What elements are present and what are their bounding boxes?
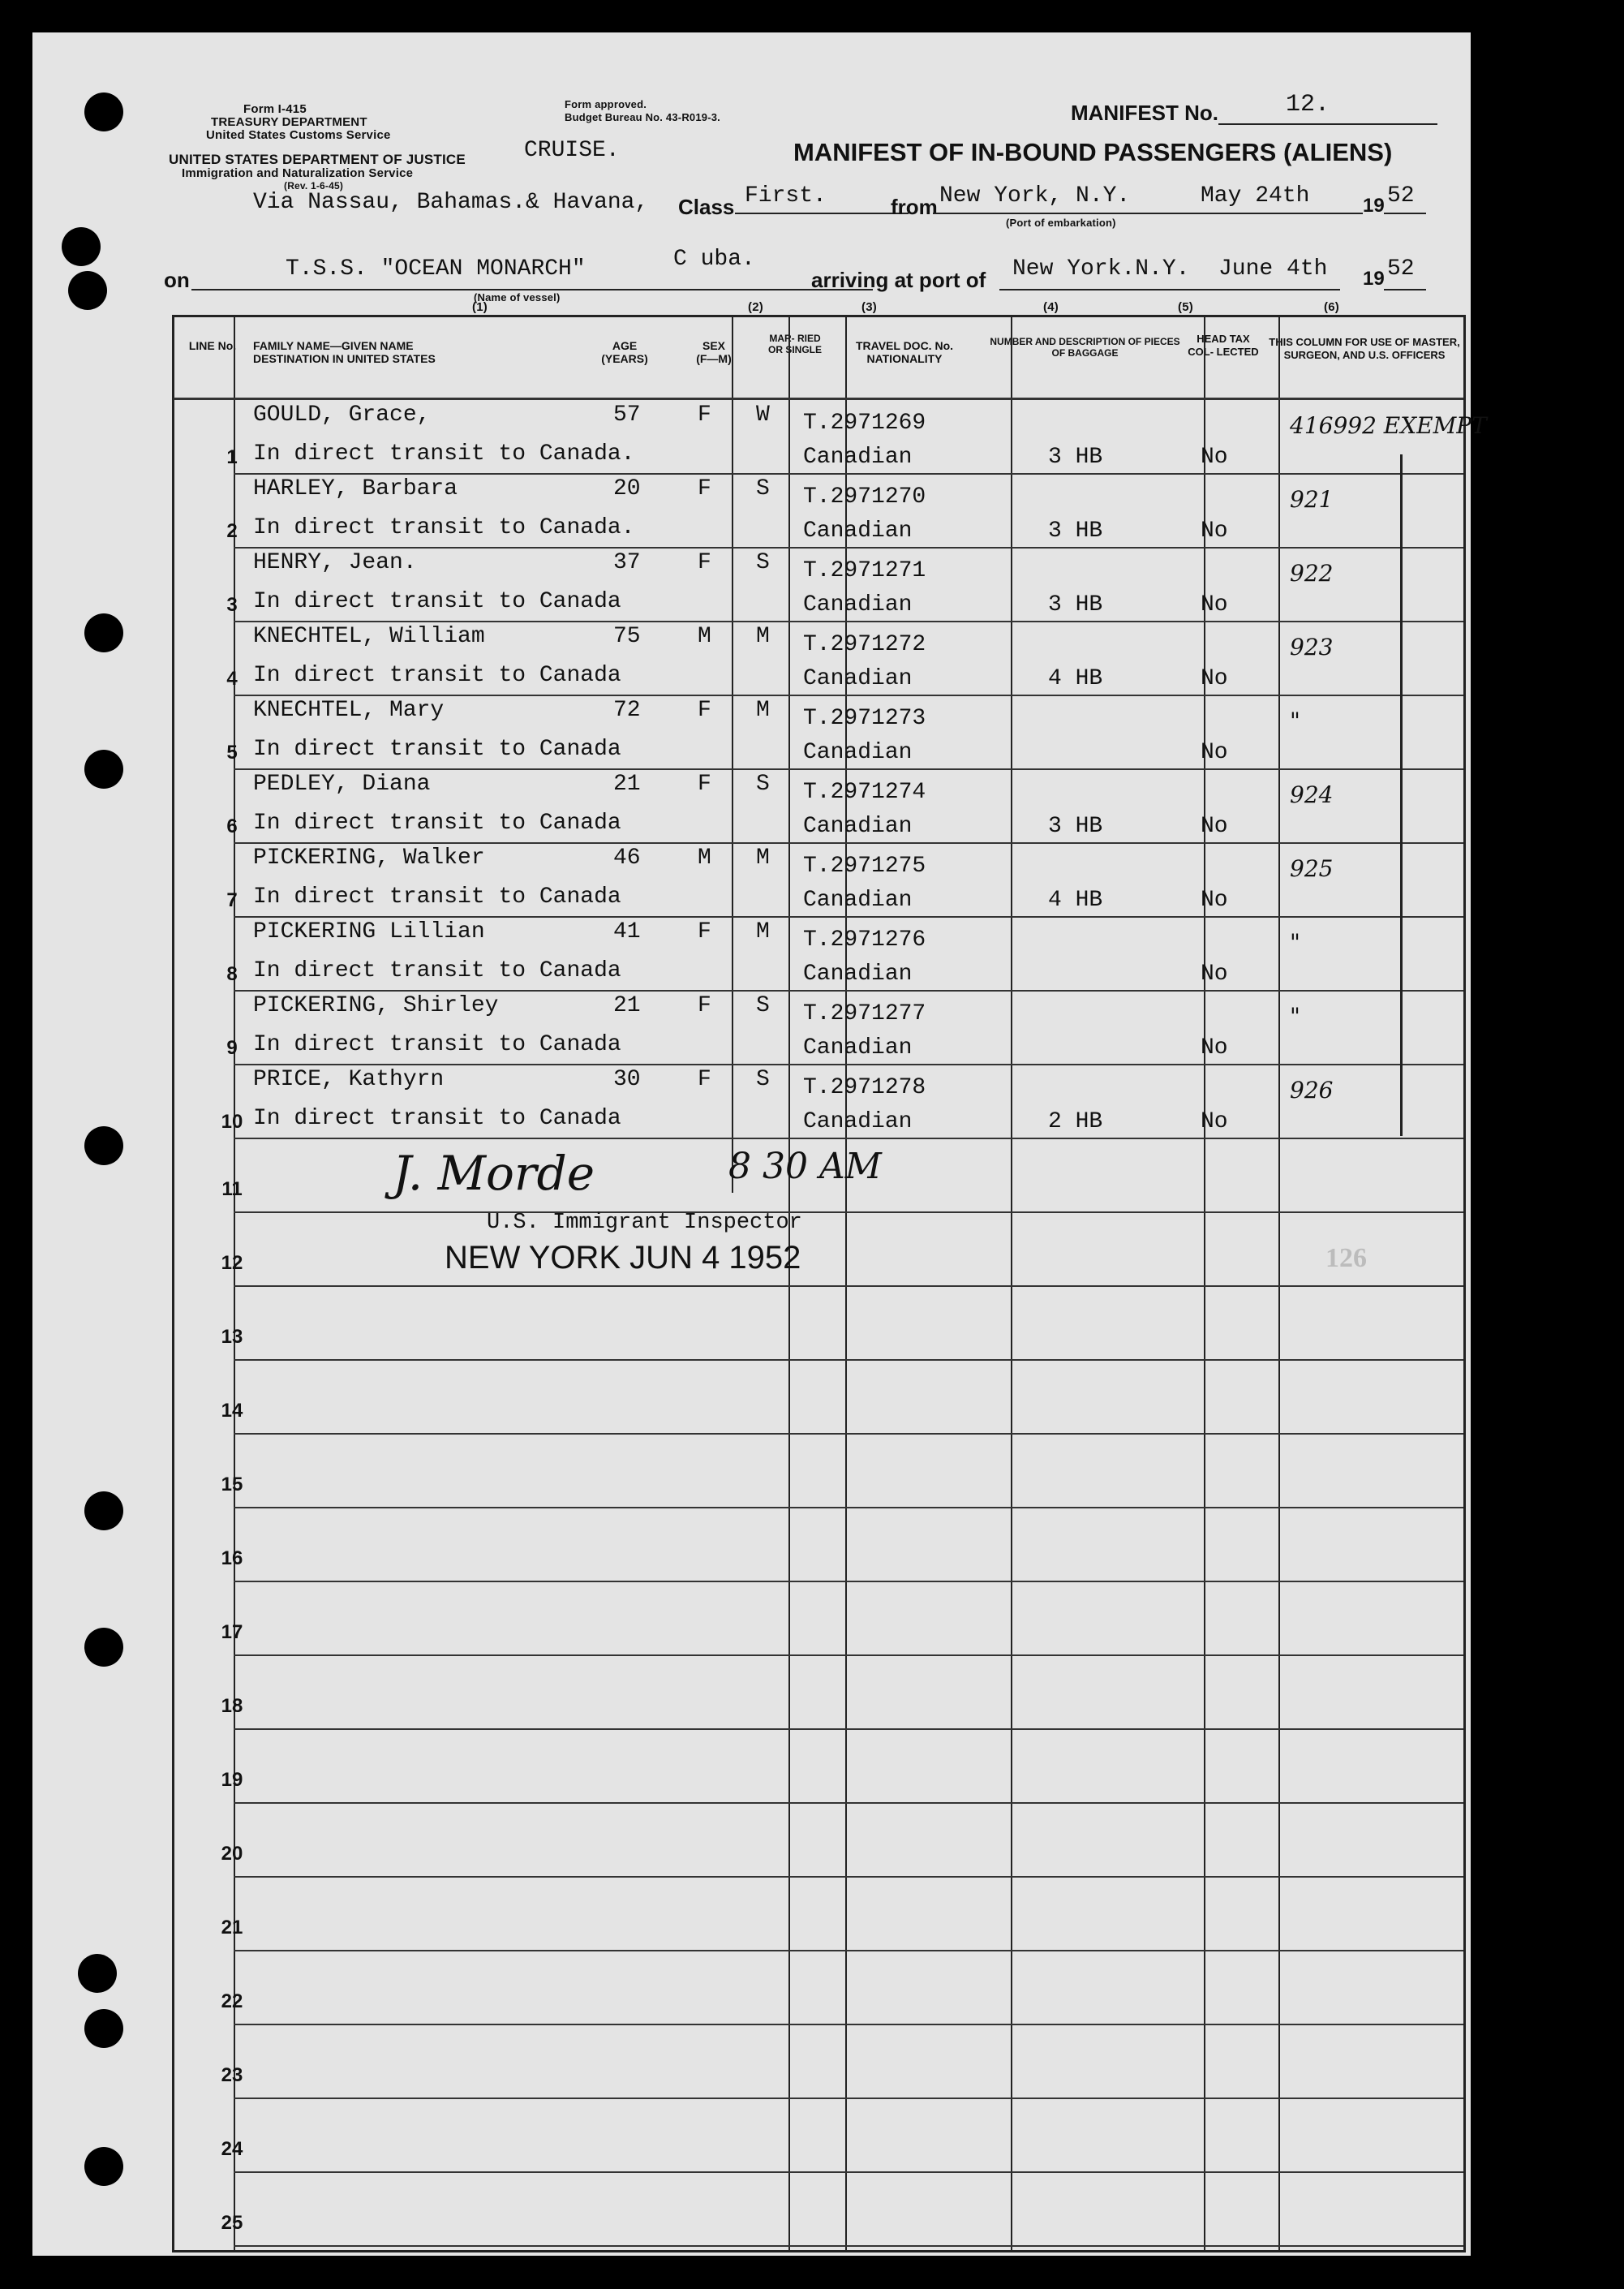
binder-hole [68,271,107,310]
head-tax: No [1201,888,1228,913]
passenger-age: 21 [613,772,641,797]
passenger-name: HENRY, Jean. [253,550,417,575]
passenger-age: 21 [613,993,641,1018]
row-divider [234,1876,1463,1878]
row-divider [234,990,1463,992]
col-num-1: (1) [472,300,488,314]
line-number: 11 [221,1178,243,1200]
col-num-3: (3) [861,300,877,314]
passenger-destination: In direct transit to Canada [253,1032,621,1057]
passenger-destination: In direct transit to Canada [253,958,621,983]
travel-doc-no: T.2971276 [803,927,926,953]
col-num-5: (5) [1178,300,1193,314]
officer-note: 922 [1290,560,1334,587]
col-travel-doc: TRAVEL DOC. No. [855,339,954,352]
line-number: 1 [226,446,238,468]
row-divider [234,1064,1463,1065]
col-name: FAMILY NAME—GIVEN NAME [253,339,414,352]
passenger-sex: F [698,772,711,797]
page-number: 126 [1325,1243,1367,1273]
cuba: C uba. [673,247,755,272]
binder-hole [84,1628,123,1667]
officer-note: 416992 EXEMPT [1290,412,1487,439]
passenger-marital: S [756,993,770,1018]
passenger-marital: W [756,402,770,428]
line-number: 16 [221,1547,243,1569]
line-number: 4 [226,668,238,690]
passenger-marital: M [756,919,770,944]
passenger-destination: In direct transit to Canada [253,1106,621,1131]
officer-note: 924 [1290,781,1334,808]
passenger-age: 72 [613,698,641,723]
passenger-sex: F [698,550,711,575]
form-number: Form I-415 [243,102,307,116]
row-divider [234,1433,1463,1435]
manifest-title: MANIFEST OF IN-BOUND PASSENGERS (ALIENS) [793,138,1393,166]
passenger-name: PICKERING, Walker [253,845,485,871]
travel-doc-no: T.2971274 [803,780,926,805]
row-divider [234,2171,1463,2173]
col-head-tax: HEAD TAX COL- LECTED [1188,333,1259,358]
line-number: 3 [226,594,238,616]
travel-doc-no: T.2971275 [803,854,926,879]
nationality: Canadian [803,518,913,544]
nationality: Canadian [803,445,913,470]
passenger-destination: In direct transit to Canada [253,811,621,836]
passenger-marital: M [756,698,770,723]
passenger-marital: S [756,476,770,501]
passenger-sex: F [698,919,711,944]
row-divider [234,621,1463,622]
baggage: 3 HB [1048,814,1103,839]
line-number: 22 [221,1990,243,2012]
col-num-6: (6) [1324,300,1339,314]
passenger-age: 75 [613,624,641,649]
binder-hole [84,2009,123,2048]
passenger-marital: S [756,772,770,797]
row-divider [234,695,1463,696]
from-year-prefix: 19 [1363,195,1385,217]
officer-arrow-line [1400,454,1403,1136]
officer-note: 923 [1290,634,1334,660]
arrival-year: 52 [1387,256,1415,282]
nationality: Canadian [803,1109,913,1134]
travel-doc-no: T.2971278 [803,1075,926,1100]
passenger-destination: In direct transit to Canada. [253,515,635,540]
head-tax: No [1201,740,1228,765]
passenger-destination: In direct transit to Canada [253,589,621,614]
baggage: 2 HB [1048,1109,1103,1134]
passenger-age: 30 [613,1067,641,1092]
passenger-name: PICKERING, Shirley [253,993,499,1018]
dept-justice: UNITED STATES DEPARTMENT OF JUSTICE [169,152,466,167]
arrival-date: June 4th [1218,256,1328,282]
binder-hole [62,227,101,266]
baggage: 4 HB [1048,888,1103,913]
dept-treasury: TREASURY DEPARTMENT [211,115,367,129]
row-divider [234,1138,1463,1139]
stamp-place-date: NEW YORK JUN 4 1952 [445,1240,801,1276]
line-number: 10 [221,1111,243,1133]
passenger-sex: M [698,845,711,871]
head-tax: No [1201,445,1228,470]
baggage: 3 HB [1048,592,1103,617]
passenger-name: PRICE, Kathyrn [253,1067,445,1092]
manifest-page [32,32,1487,2256]
passenger-name: PEDLEY, Diana [253,772,431,797]
col-num-4: (4) [1043,300,1059,314]
col-nationality: NATIONALITY [866,352,943,365]
line-number: 13 [221,1326,243,1348]
head-tax: No [1201,1035,1228,1061]
form-revision: (Rev. 1-6-45) [284,180,344,191]
line-number: 14 [221,1400,243,1422]
col-age: AGE [612,339,638,352]
passenger-destination: In direct transit to Canada [253,663,621,688]
baggage: 3 HB [1048,518,1103,544]
officer-note: 926 [1290,1077,1334,1104]
passenger-sex: F [698,1067,711,1092]
passenger-marital: M [756,845,770,871]
travel-doc-no: T.2971271 [803,558,926,583]
col-destination: DESTINATION IN UNITED STATES [253,352,436,365]
arriving-label: arriving at port of [811,268,986,292]
col-married: MAR- RIED OR SINGLE [767,333,822,355]
binder-hole [78,1954,117,1993]
officer-note: 921 [1290,486,1334,513]
row-divider [234,1802,1463,1804]
nationality: Canadian [803,740,913,765]
line-number: 9 [226,1037,238,1059]
nationality: Canadian [803,888,913,913]
row-divider [234,2098,1463,2099]
passenger-destination: In direct transit to Canada [253,737,621,762]
arrival-port: New York.N.Y. [1012,256,1190,282]
head-tax: No [1201,814,1228,839]
line-number: 12 [221,1252,243,1274]
travel-doc-no: T.2971270 [803,484,926,510]
row-divider [234,1950,1463,1951]
passenger-marital: M [756,624,770,649]
passenger-name: KNECHTEL, William [253,624,485,649]
line-number: 8 [226,963,238,985]
nationality: Canadian [803,814,913,839]
line-number: 24 [221,2138,243,2160]
travel-doc-no: T.2971277 [803,1001,926,1026]
passenger-name: GOULD, Grace, [253,402,431,428]
passenger-name: PICKERING Lillian [253,919,485,944]
row-divider [234,1507,1463,1508]
passenger-age: 20 [613,476,641,501]
from-port: New York, N.Y. [939,183,1131,209]
passenger-marital: S [756,550,770,575]
row-divider [234,1728,1463,1730]
col-sex-fm: (F—M) [696,352,732,365]
line-number: 20 [221,1843,243,1865]
passenger-sex: F [698,476,711,501]
officer-note: 925 [1290,855,1334,882]
form-approved: Form approved. [565,98,647,110]
cruise-label: CRUISE. [524,138,620,163]
col-baggage: NUMBER AND DESCRIPTION OF PIECES OF BAGGAGE [990,336,1180,359]
passenger-sex: F [698,698,711,723]
col-age-years: (YEARS) [601,352,648,365]
class-label: Class [678,195,735,219]
line-number: 7 [226,889,238,911]
passenger-name: HARLEY, Barbara [253,476,458,501]
from-label: from [891,195,938,219]
dept-customs: United States Customs Service [206,128,391,142]
line-number: 21 [221,1917,243,1938]
passenger-age: 46 [613,845,641,871]
officer-note: " [1290,708,1300,734]
row-divider [234,916,1463,918]
line-number: 23 [221,2064,243,2086]
passenger-marital: S [756,1067,770,1092]
travel-doc-no: T.2971269 [803,411,926,436]
via-route: Via Nassau, Bahamas.& Havana, [253,190,649,215]
manifest-no-label: MANIFEST No. [1071,101,1218,125]
stamp-inspector: U.S. Immigrant Inspector [487,1211,802,1235]
col-num-2: (2) [748,300,763,314]
row-divider [234,473,1463,475]
binder-hole [84,1491,123,1530]
on-label: on [164,268,190,292]
row-divider [234,2245,1463,2247]
binder-hole [84,613,123,652]
nationality: Canadian [803,592,913,617]
line-number: 5 [226,742,238,764]
line-number: 25 [221,2212,243,2234]
row-divider [234,1211,1463,1213]
row-divider [234,2024,1463,2025]
passenger-sex: M [698,624,711,649]
passenger-sex: F [698,402,711,428]
budget-bureau: Budget Bureau No. 43-R019-3. [565,111,720,123]
nationality: Canadian [803,666,913,691]
head-tax: No [1201,592,1228,617]
inspector-signature: J. Morde [393,1146,595,1201]
line-number: 17 [221,1621,243,1643]
nationality: Canadian [803,962,913,987]
row-divider [234,768,1463,770]
vessel-label: (Name of vessel) [474,291,561,303]
binder-hole [84,750,123,789]
port-embark-label: (Port of embarkation) [1006,217,1116,229]
row-divider [234,1654,1463,1656]
col-sex: SEX [702,339,725,352]
from-year: 52 [1387,183,1415,209]
baggage: 3 HB [1048,445,1103,470]
binder-hole [84,93,123,131]
passenger-destination: In direct transit to Canada [253,884,621,910]
manifest-no-value: 12. [1286,91,1330,118]
passenger-destination: In direct transit to Canada. [253,441,635,467]
line-number: 2 [226,520,238,542]
stamp-time: 8 30 AM [728,1146,882,1187]
line-number: 15 [221,1474,243,1495]
line-number: 18 [221,1695,243,1717]
officer-note: " [1290,1003,1300,1030]
head-tax: No [1201,518,1228,544]
binder-hole [84,2147,123,2186]
passenger-age: 41 [613,919,641,944]
passenger-age: 37 [613,550,641,575]
class-value: First. [745,183,827,209]
arrival-year-prefix: 19 [1363,268,1385,290]
col-line-no: LINE No. [188,339,237,352]
row-divider [234,1581,1463,1582]
from-date: May 24th [1201,183,1310,209]
vessel-name: T.S.S. "OCEAN MONARCH" [286,256,586,282]
passenger-age: 57 [613,402,641,428]
passenger-sex: F [698,993,711,1018]
travel-doc-no: T.2971273 [803,706,926,731]
baggage: 4 HB [1048,666,1103,691]
col-officers: THIS COLUMN FOR USE OF MASTER, SURGEON, AND U.S. OFFICERS [1269,336,1460,361]
travel-doc-no: T.2971272 [803,632,926,657]
line-number: 6 [226,815,238,837]
binder-hole [84,1126,123,1165]
head-tax: No [1201,962,1228,987]
row-divider [234,547,1463,549]
line-number: 19 [221,1769,243,1791]
nationality: Canadian [803,1035,913,1061]
dept-immigration: Immigration and Naturalization Service [182,166,414,180]
head-tax: No [1201,1109,1228,1134]
row-divider [234,1359,1463,1361]
head-tax: No [1201,666,1228,691]
row-divider [234,842,1463,844]
officer-note: " [1290,929,1300,956]
row-divider [234,1285,1463,1287]
passenger-name: KNECHTEL, Mary [253,698,445,723]
